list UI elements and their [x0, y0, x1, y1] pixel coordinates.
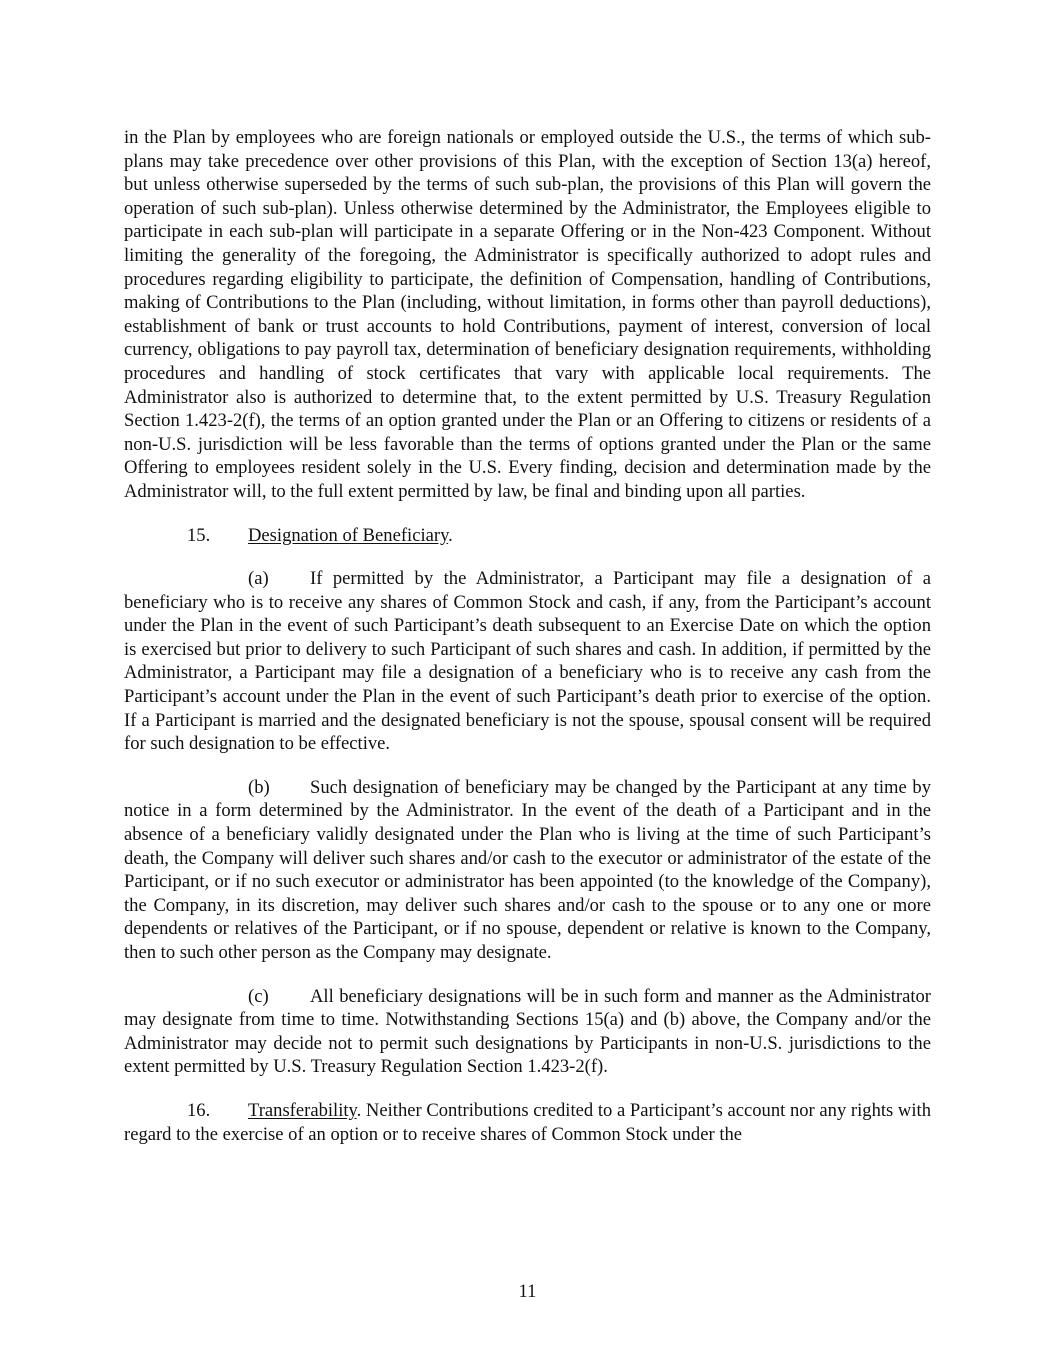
section-16-number: 16.: [187, 1099, 211, 1121]
section-16-title: Transferability: [248, 1099, 357, 1121]
section-15-title-punct: .: [448, 524, 453, 546]
document-page: [124, 126, 931, 1146]
section-15a-text: If permitted by the Administrator, a Participant may file a designation of a beneficiary who is to receive any shares of Common Stock and cash, if any, from the Participant’s account under the Plan in the event of such Participant’s death subsequent to an Exercise Date on which the option is exercised but prior to delivery to such Participant of such shares and cash. In addition, if permitted by the Administrator, a Participant may file a designation of a beneficiary who is to receive any cash from the Participant’s account under the Plan in the event of such Participant’s death prior to exercise of the option. If a Participant is married and the designated beneficiary is not the spouse, spousal consent will be required for such designation to be effective.: [124, 568, 931, 755]
intro-paragraph: in the Plan by employees who are foreign nationals or employed outside the U.S., the terms of which sub-plans may take precedence over other provisions of this Plan, with the exception of Section 13(a) hereof, but unless otherwise superseded by the terms of such sub-plan, the provisions of this Plan will govern the operation of such sub-plan). Unless otherwise determined by the Administrator, the Employees eligible to participate in each sub-plan will participate in a separate Offering or in the Non-423 Component. Without limiting the generality of the foregoing, the Administrator is specifically authorized to adopt rules and procedures regarding eligibility to participate, the definition of Compensation, handling of Contributions, making of Contributions to the Plan (including, without limitation, in forms other than payroll deductions), establishment of bank or trust accounts to hold Contributions, payment of interest, conversion of local currency, obligations to pay payroll tax, determination of beneficiary designation requirements, withholding procedures and handling of stock certificates that vary with applicable local requirements. The Administrator also is authorized to determine that, to the extent permitted by U.S. Treasury Regulation Section 1.423-2(f), the terms of an option granted under the Plan or an Offering to citizens or residents of a non-U.S. jurisdiction will be less favorable than the terms of options granted under the Plan or the same Offering to employees resident solely in the U.S. Every finding, decision and determination made by the Administrator will, to the full extent permitted by law, be final and binding upon all parties.: [124, 127, 931, 502]
section-15b-text: Such designation of beneficiary may be changed by the Participant at any time by notice in a form determined by the Administrator. In the event of the death of a Participant and in the absence of a beneficiary validly designated under the Plan who is living at the time of such Participant’s death, the Company will deliver such shares and/or cash to the executor or administrator of the estate of the Participant, or if no such executor or administrator has been appointed (to the knowledge of the Company), the Company, in its discretion, may deliver such shares and/or cash to the spouse or to any one or more dependents or relatives of the Participant, or if no spouse, dependent or relative is known to the Company, then to such other person as the Company may designate.: [124, 776, 931, 963]
section-15b-label: (b): [248, 776, 270, 798]
section-15a-label: (a): [248, 568, 269, 590]
section-15-title: Designation of Beneficiary: [248, 524, 449, 546]
page-number: 11: [518, 1281, 537, 1302]
section-15c-label: (c): [248, 985, 269, 1007]
section-15c-paragraph: [124, 985, 931, 1079]
section-15-number: 15.: [187, 524, 211, 546]
section-16-text: . Neither Contributions credited to a Participant’s account nor any rights with regard to the exercise of an option or to receive shares of Common Stock under the: [124, 1099, 931, 1145]
section-15-heading: [124, 524, 931, 548]
section-15c-text: All beneficiary designations will be in such form and manner as the Administrator may designate from time to time. Notwithstanding Sections 15(a) and (b) above, the Company and/or the Administrator may decide not to permit such designations by Participants in non-U.S. jurisdictions to the extent permitted by U.S. Treasury Regulation Section 1.423-2(f).: [124, 985, 931, 1078]
section-15b-paragraph: [124, 776, 931, 965]
section-16-paragraph: [124, 1099, 931, 1146]
section-15a-paragraph: [124, 567, 931, 756]
